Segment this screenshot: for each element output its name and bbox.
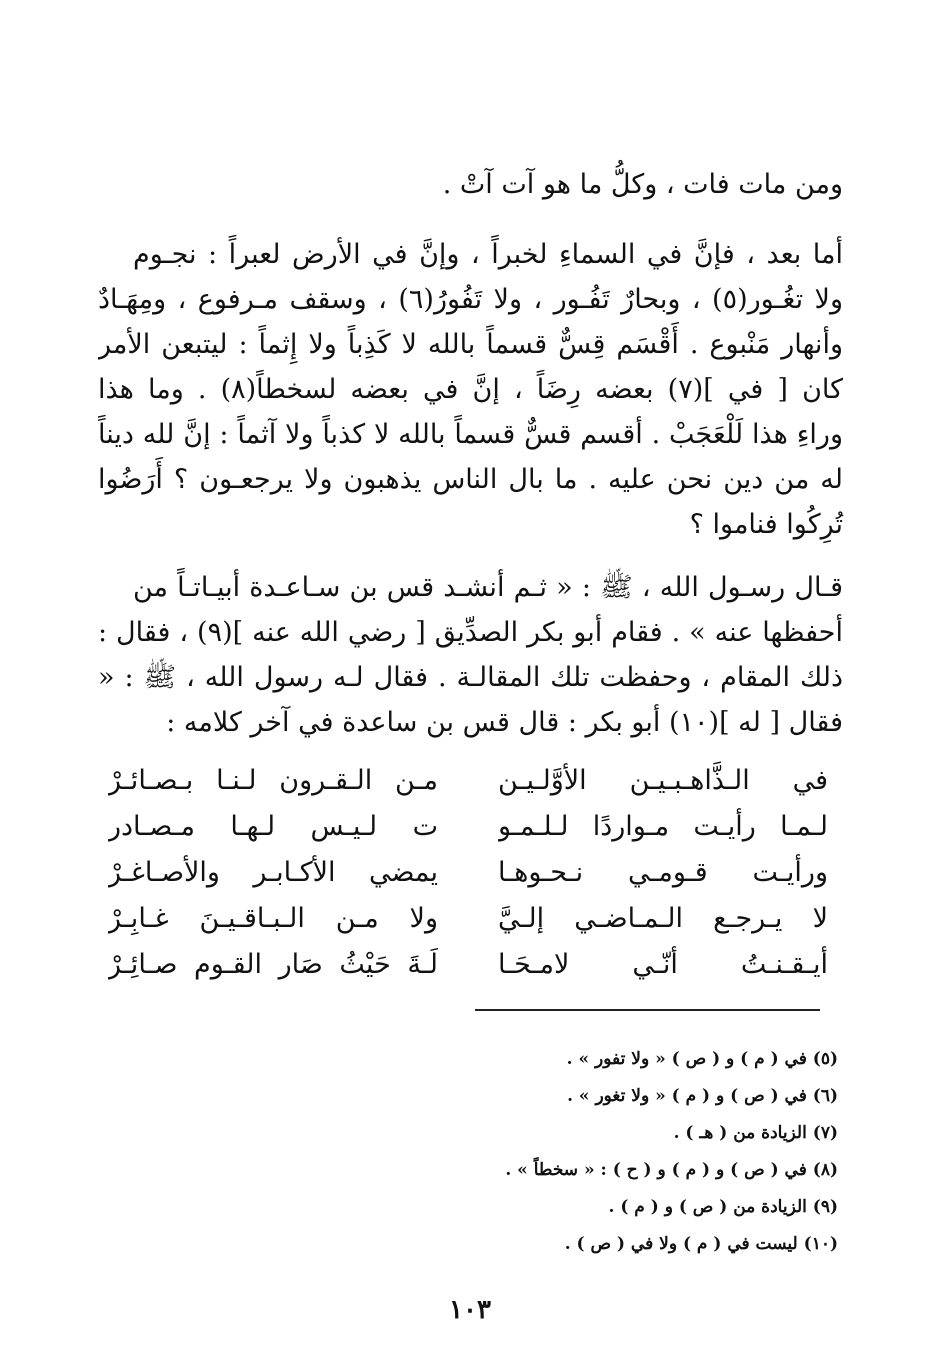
- paragraph-line: قـال رسـول الله ، ﷺ : « ثـم أنشـد قس بن سـاعـدة أبيـاتـاً من: [133, 572, 843, 603]
- paragraph-line: ذلك المقام ، وحفظت تلك المقالـة . فقال لـه رسول الله ، ﷺ : «: [98, 662, 843, 693]
- poem-second-hemistich: لَـةَ حَيْثُ صَار القـوم صـائِـرْ: [108, 949, 438, 980]
- poem-verse: [108, 942, 828, 988]
- footnote: (٨) في ( ص ) و ( م ) و ( ح ) : « سخطاً » .: [505, 1160, 838, 1180]
- poem-verse: [108, 896, 828, 942]
- poem-verse: [108, 850, 828, 896]
- poem-first-hemistich: ورأيـت قـومـي نـحـوهـا: [498, 857, 828, 888]
- poem-first-hemistich: لـمـا رأيـت مـواردًا لـلـمـو: [498, 811, 828, 842]
- footnote: (٩) الزيادة من ( ص ) و ( م ) .: [608, 1197, 838, 1217]
- footnote: (١٠) ليست في ( م ) ولا في ( ص ) .: [564, 1234, 838, 1254]
- footnote: (٦) في ( ص ) و ( م ) « ولا تغور » .: [567, 1086, 838, 1106]
- paragraph-line: كان [ في ](٧) بعضه رِضَاً ، إنَّ في بعضه لسخطاً(٨) . وما هذا: [98, 374, 843, 405]
- footnote: (٧) الزيادة من ( هـ ) .: [673, 1123, 838, 1143]
- paragraph-line: له من دين نحن عليه . ما بال الناس يذهبون ولا يرجعـون ؟ أَرَضُوا: [98, 464, 843, 495]
- poem-verse: [108, 758, 828, 804]
- poem-verse: [108, 804, 828, 850]
- poem-first-hemistich: في الـذَّاهـبـيـن الأوَّلـيـن: [498, 765, 828, 796]
- paragraph-line: أحفظها عنه » . فقام أبو بكر الصدِّيق [ رضي الله عنه ](٩) ، فقال :: [98, 617, 843, 648]
- paragraph-line: وراءِ هذا لَلْعَجَبْ . أقسم قسٌّ قسماً بالله لا كذباً ولا آثماً : إنَّ لله ديناً: [98, 419, 843, 450]
- paragraph-line: وأنهار مَنْبوع . أَقْسَم قِسٌّ قسماً بالله لا كَذِباً ولا إِثماً : ليتبعن الأمر: [98, 329, 843, 360]
- paragraph-line: ولا تغُـور(٥) ، وبحارٌ تَفُـور ، ولا تَفُورُ(٦) ، وسقف مـرفوع ، ومِهَـادٌ: [98, 284, 843, 315]
- poem-first-hemistich: أيـقـنـتُ أنّـي لامـحَـا: [498, 949, 828, 980]
- intro-line: ومن مات فات ، وكلُّ ما هو آت آتْ .: [442, 169, 843, 200]
- poem-first-hemistich: لا يـرجـع الـمـاضـي إلـيَّ: [498, 903, 828, 934]
- paragraph-line: تُرِكُوا فناموا ؟: [689, 509, 843, 540]
- poem-second-hemistich: ت لـيـس لـهـا مـصـادر: [108, 811, 438, 842]
- footnote-separator: [475, 1009, 820, 1011]
- paragraph-line: أما بعد ، فإنَّ في السماءِ لخبراً ، وإنَّ في الأرض لعبراً : نجـوم: [133, 239, 843, 270]
- footnote: (٥) في ( م ) و ( ص ) « ولا تفور » .: [566, 1049, 838, 1069]
- poem-second-hemistich: ولا مـن الـبـاقـيـنَ غـابِـرْ: [108, 903, 438, 934]
- poem-second-hemistich: يمضي الأكـابـر والأصـاغـرْ: [108, 857, 438, 888]
- paragraph-line: فقال [ له ](١٠) أبو بكر : قال قس بن ساعدة في آخر كلامه :: [166, 707, 843, 738]
- poem-second-hemistich: مـن الـقـرون لـنـا بـصـائـرْ: [108, 765, 438, 796]
- page-number: ١٠٣: [449, 1295, 491, 1325]
